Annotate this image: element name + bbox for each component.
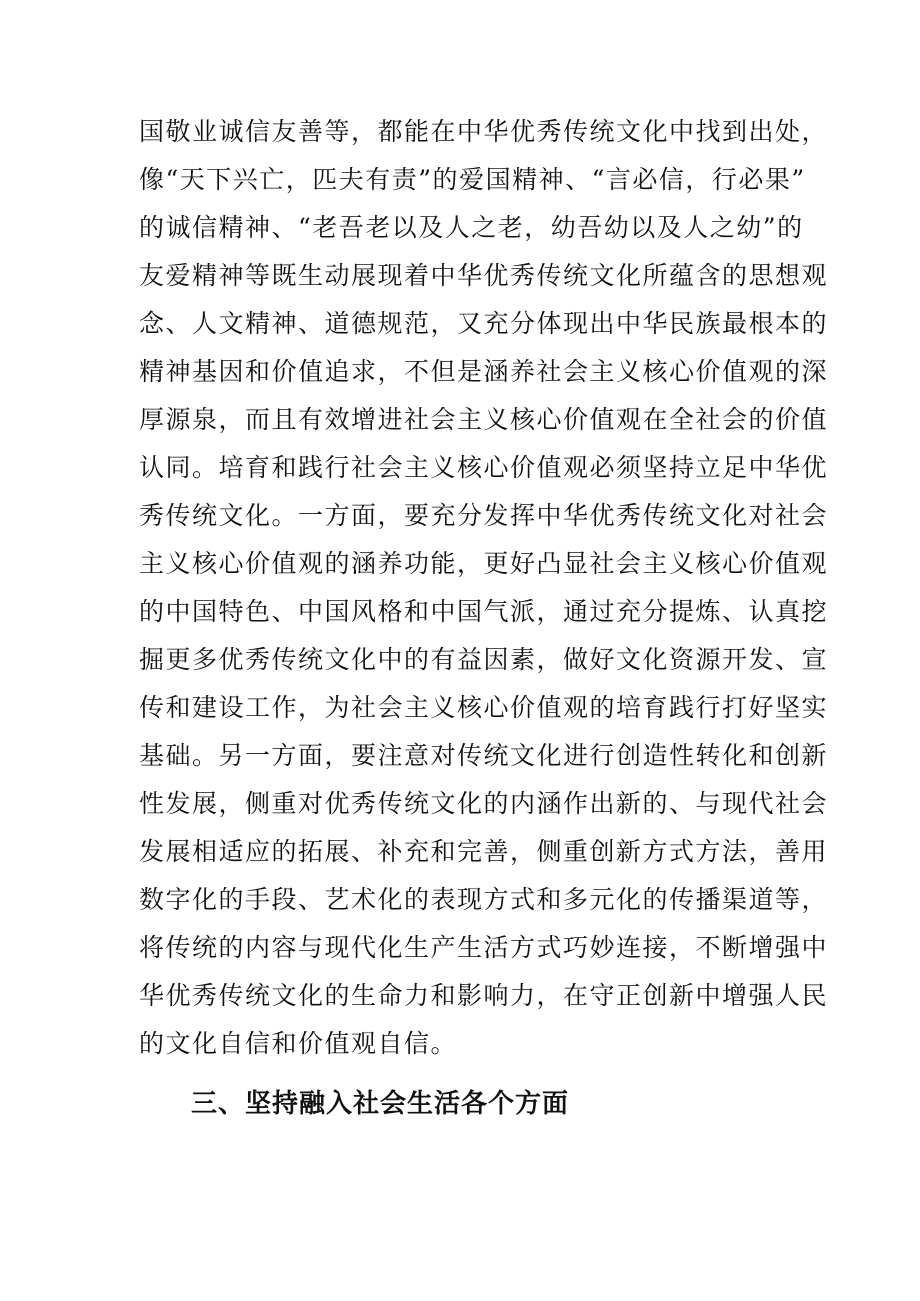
paragraph-line: 精神基因和价值追求，不但是涵养社会主义核心价值观的深 — [139, 357, 829, 386]
paragraph-line: 性发展，侧重对优秀传统文化的内涵作出新的、与现代社会 — [139, 789, 829, 818]
document-body — [139, 108, 829, 1130]
paragraph-line: 发展相适应的拓展、补充和完善，侧重创新方式方法，善用 — [139, 837, 829, 866]
paragraph-line: 认同。培育和践行社会主义核心价值观必须坚持立足中华优 — [139, 453, 829, 482]
paragraph-line: 的文化自信和价值观自信。 — [139, 1029, 458, 1058]
paragraph-line: 的中国特色、中国风格和中国气派，通过充分提炼、认真挖 — [139, 597, 829, 626]
paragraph-line: 国敬业诚信友善等，都能在中华优秀传统文化中找到出处， — [139, 117, 829, 146]
paragraph-line: 华优秀传统文化的生命力和影响力，在守正创新中增强人民 — [139, 981, 829, 1010]
paragraph-line: 秀传统文化。一方面，要充分发挥中华优秀传统文化对社会 — [139, 501, 829, 530]
paragraph-line: 基础。另一方面，要注意对传统文化进行创造性转化和创新 — [139, 741, 829, 770]
paragraph-line: 厚源泉，而且有效增进社会主义核心价值观在全社会的价值 — [139, 405, 829, 434]
section-heading: 三、坚持融入社会生活各个方面 — [191, 1089, 570, 1119]
paragraph-line: 友爱精神等既生动展现着中华优秀传统文化所蕴含的思想观 — [139, 261, 829, 290]
paragraph-line: 念、人文精神、道德规范，又充分体现出中华民族最根本的 — [139, 309, 829, 338]
paragraph-line: 传和建设工作，为社会主义核心价值观的培育践行打好坚实 — [139, 693, 829, 722]
paragraph-line: 像“天下兴亡，匹夫有责”的爱国精神、“言必信，行必果” — [139, 165, 806, 194]
paragraph-line: 的诚信精神、“老吾老以及人之老，幼吾幼以及人之幼”的 — [139, 213, 804, 242]
paragraph-line: 掘更多优秀传统文化中的有益因素，做好文化资源开发、宣 — [139, 645, 829, 674]
body-paragraph — [139, 108, 829, 1068]
paragraph-line: 数字化的手段、艺术化的表现方式和多元化的传播渠道等， — [139, 885, 829, 914]
paragraph-line: 将传统的内容与现代化生产生活方式巧妙连接，不断增强中 — [139, 933, 829, 962]
paragraph-line: 主义核心价值观的涵养功能，更好凸显社会主义核心价值观 — [139, 549, 829, 578]
